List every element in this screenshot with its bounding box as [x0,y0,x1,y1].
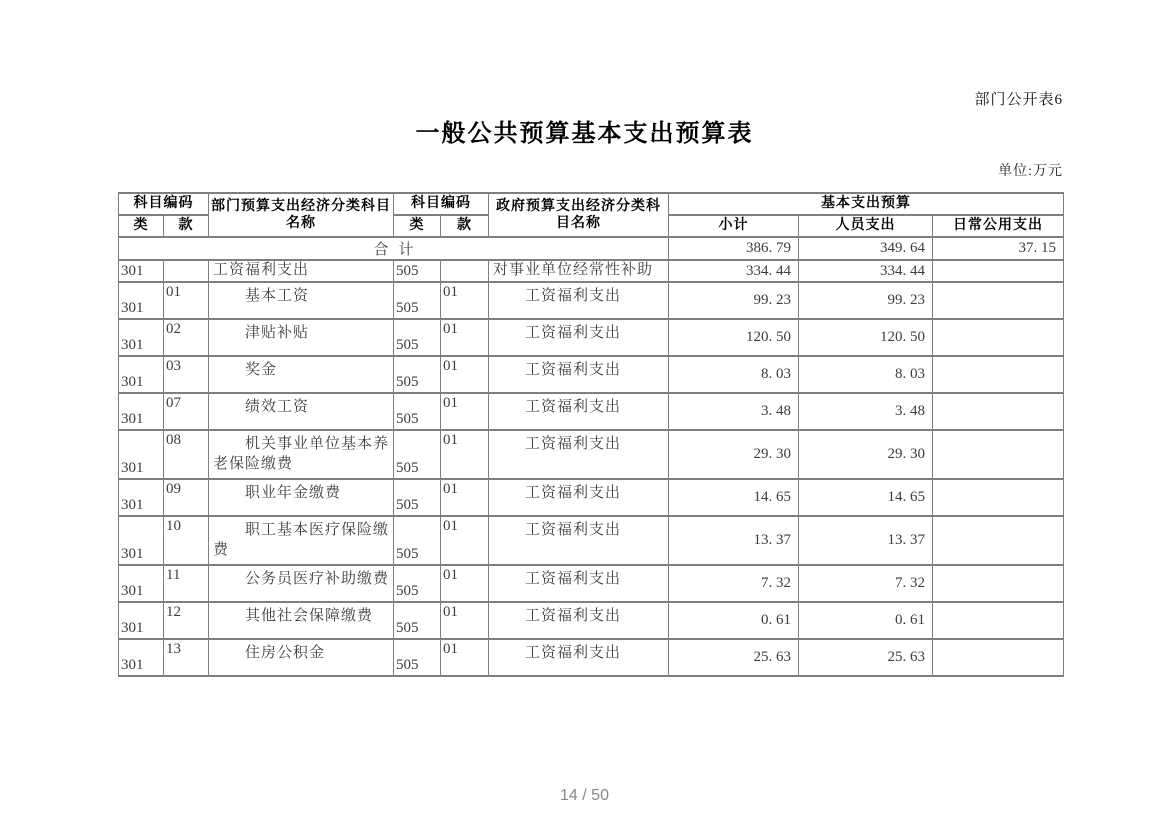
cell-total-subtotal: 386. 79 [669,237,799,260]
table-row [119,260,1064,282]
cell-dept-name: 工资福利支出 [209,260,394,282]
cell-dept-name: 基本工资 [209,282,394,319]
table-row [119,393,1064,430]
col-header-gov-class: 类 [394,215,441,237]
cell-daily [933,602,1064,639]
cell-total-label: 合计 [119,237,669,260]
cell-subtotal: 14. 65 [669,479,799,516]
table-row [119,516,1064,565]
table-row [119,479,1064,516]
cell-gov-name: 工资福利支出 [489,319,669,356]
col-header-subject-code: 科目编码 [119,193,209,215]
budget-table [118,192,1064,677]
cell-class-code: 301 [119,602,164,639]
cell-dept-name: 奖金 [209,356,394,393]
cell-personnel: 8. 03 [799,356,933,393]
cell-personnel: 7. 32 [799,565,933,602]
cell-gov-item-code: 01 [441,516,489,565]
cell-gov-name: 工资福利支出 [489,393,669,430]
cell-daily [933,565,1064,602]
table-row [119,356,1064,393]
col-header-gov-subject-code: 科目编码 [394,193,489,215]
col-header-gov-name: 政府预算支出经济分类科目名称 [489,193,669,237]
cell-gov-name: 工资福利支出 [489,479,669,516]
cell-daily [933,393,1064,430]
cell-item-code: 08 [164,430,209,479]
cell-dept-name: 绩效工资 [209,393,394,430]
cell-gov-class-code: 505 [394,319,441,356]
cell-dept-name: 住房公积金 [209,639,394,676]
cell-class-code: 301 [119,430,164,479]
cell-gov-name: 工资福利支出 [489,282,669,319]
cell-daily [933,639,1064,676]
table-header-row-1 [119,193,1064,215]
page-title: 一般公共预算基本支出预算表 [415,121,754,147]
cell-item-code: 01 [164,282,209,319]
cell-dept-name: 职业年金缴费 [209,479,394,516]
cell-total-daily: 37. 15 [933,237,1064,260]
cell-subtotal: 0. 61 [669,602,799,639]
cell-class-code: 301 [119,319,164,356]
cell-gov-name: 工资福利支出 [489,430,669,479]
cell-item-code: 03 [164,356,209,393]
cell-gov-item-code: 01 [441,602,489,639]
cell-gov-item-code: 01 [441,479,489,516]
cell-gov-item-code [441,260,489,282]
cell-subtotal: 8. 03 [669,356,799,393]
cell-gov-name: 工资福利支出 [489,565,669,602]
cell-gov-name: 对事业单位经常性补助 [489,260,669,282]
table-row [119,282,1064,319]
cell-item-code [164,260,209,282]
cell-dept-name: 津贴补贴 [209,319,394,356]
cell-gov-class-code: 505 [394,516,441,565]
cell-gov-item-code: 01 [441,282,489,319]
cell-gov-class-code: 505 [394,260,441,282]
cell-class-code: 301 [119,356,164,393]
cell-gov-item-code: 01 [441,639,489,676]
cell-class-code: 301 [119,282,164,319]
cell-gov-class-code: 505 [394,479,441,516]
cell-item-code: 07 [164,393,209,430]
cell-personnel: 29. 30 [799,430,933,479]
cell-daily [933,430,1064,479]
cell-gov-item-code: 01 [441,356,489,393]
cell-dept-name: 职工基本医疗保险缴费 [209,516,394,565]
cell-gov-class-code: 505 [394,282,441,319]
cell-gov-name: 工资福利支出 [489,639,669,676]
doc-number-label: 部门公开表6 [974,92,1063,108]
table-row [119,639,1064,676]
cell-class-code: 301 [119,565,164,602]
cell-dept-name: 机关事业单位基本养老保险缴费 [209,430,394,479]
cell-total-personnel: 349. 64 [799,237,933,260]
cell-item-code: 10 [164,516,209,565]
cell-gov-class-code: 505 [394,565,441,602]
cell-gov-name: 工资福利支出 [489,602,669,639]
cell-subtotal: 29. 30 [669,430,799,479]
cell-subtotal: 120. 50 [669,319,799,356]
cell-dept-name: 其他社会保障缴费 [209,602,394,639]
col-header-item: 款 [164,215,209,237]
unit-label: 单位:万元 [998,164,1063,179]
col-header-daily-public: 日常公用支出 [933,215,1064,237]
cell-class-code: 301 [119,516,164,565]
col-header-basic-budget: 基本支出预算 [669,193,1064,215]
cell-class-code: 301 [119,393,164,430]
cell-item-code: 02 [164,319,209,356]
cell-personnel: 25. 63 [799,639,933,676]
table-row-total [119,237,1064,260]
cell-daily [933,356,1064,393]
cell-personnel: 120. 50 [799,319,933,356]
cell-item-code: 09 [164,479,209,516]
cell-gov-name: 工资福利支出 [489,516,669,565]
cell-item-code: 11 [164,565,209,602]
cell-daily [933,516,1064,565]
cell-gov-class-code: 505 [394,430,441,479]
cell-subtotal: 3. 48 [669,393,799,430]
cell-daily [933,479,1064,516]
cell-dept-name: 公务员医疗补助缴费 [209,565,394,602]
cell-daily [933,319,1064,356]
cell-gov-class-code: 505 [394,639,441,676]
cell-subtotal: 25. 63 [669,639,799,676]
table-row [119,602,1064,639]
table-row [119,319,1064,356]
table-row [119,430,1064,479]
cell-gov-item-code: 01 [441,565,489,602]
cell-gov-item-code: 01 [441,430,489,479]
cell-subtotal: 99. 23 [669,282,799,319]
cell-class-code: 301 [119,260,164,282]
cell-item-code: 12 [164,602,209,639]
cell-personnel: 13. 37 [799,516,933,565]
cell-personnel: 99. 23 [799,282,933,319]
cell-item-code: 13 [164,639,209,676]
cell-subtotal: 334. 44 [669,260,799,282]
col-header-personnel: 人员支出 [799,215,933,237]
cell-gov-class-code: 505 [394,356,441,393]
cell-personnel: 0. 61 [799,602,933,639]
cell-personnel: 3. 48 [799,393,933,430]
cell-personnel: 14. 65 [799,479,933,516]
page-indicator: 14 / 50 [560,787,609,804]
cell-gov-class-code: 505 [394,602,441,639]
table-row [119,565,1064,602]
col-header-subtotal: 小计 [669,215,799,237]
col-header-gov-item: 款 [441,215,489,237]
cell-subtotal: 13. 37 [669,516,799,565]
col-header-dept-name: 部门预算支出经济分类科目名称 [209,193,394,237]
cell-gov-class-code: 505 [394,393,441,430]
cell-class-code: 301 [119,639,164,676]
cell-subtotal: 7. 32 [669,565,799,602]
cell-daily [933,260,1064,282]
cell-gov-item-code: 01 [441,319,489,356]
cell-daily [933,282,1064,319]
cell-gov-item-code: 01 [441,393,489,430]
col-header-class: 类 [119,215,164,237]
cell-gov-name: 工资福利支出 [489,356,669,393]
cell-personnel: 334. 44 [799,260,933,282]
cell-class-code: 301 [119,479,164,516]
